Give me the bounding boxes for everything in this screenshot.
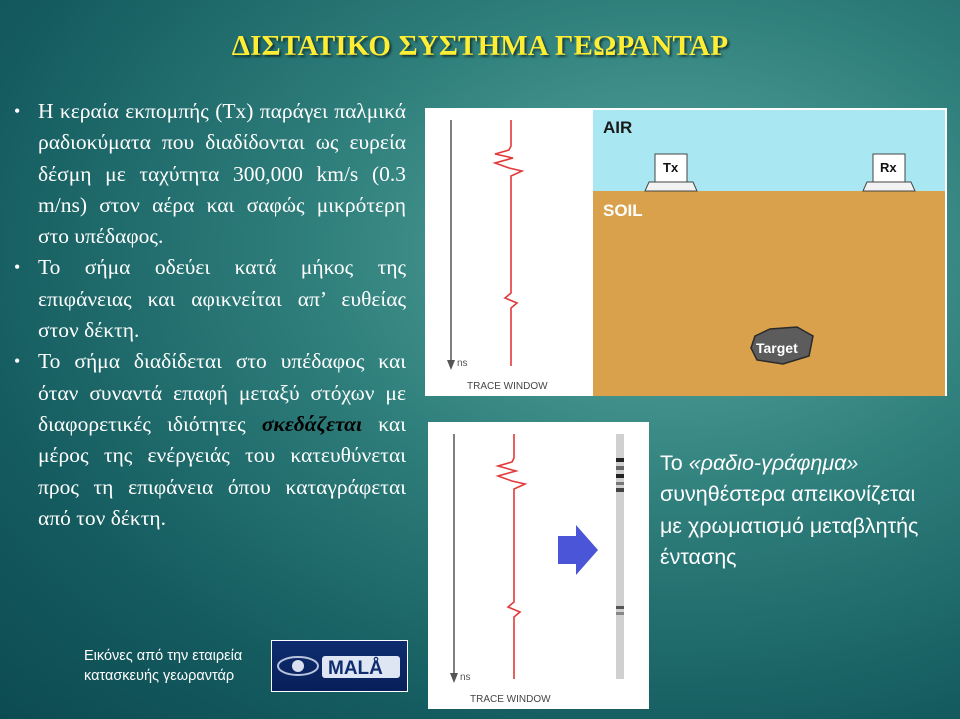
- intensity-bar: [616, 434, 624, 679]
- bullet-dot-icon: •: [14, 257, 21, 278]
- bullet-dot-icon: •: [14, 101, 21, 121]
- time-axis-unit: ns: [457, 358, 468, 369]
- intensity-band: [616, 606, 624, 609]
- logo-text: MALÅ: [328, 658, 383, 679]
- intensity-band: [616, 466, 624, 470]
- target-label: Target: [756, 340, 798, 356]
- bullet-text-part: Το σήμα διαδίδεται στο υπέδαφος και όταν συναντά επαφή μεταξύ στόχων με διαφορετικές ιδιότητες: [38, 349, 406, 436]
- time-axis-arrow-icon: [447, 360, 455, 370]
- bullet-item: [14, 252, 406, 346]
- trace-to-intensity-svg: [428, 422, 649, 709]
- time-axis-unit: ns: [460, 672, 471, 683]
- right-arrow-icon: [558, 525, 598, 575]
- trace-to-intensity-figure: [428, 422, 649, 709]
- gpr-schematic-figure: [425, 108, 947, 396]
- bullet-text: Το σήμα οδεύει κατά μήκος της επιφάνειας και αφικνείται απ’ ευθείας στον δέκτη.: [38, 255, 406, 343]
- slide-title: ΔΙΣΤΑΤΙΚΟ ΣΥΣΤΗΜΑ ΓΕΩΡΑΝΤΑΡ: [231, 30, 729, 62]
- logo-globe-icon: [292, 660, 304, 672]
- mala-logo: [271, 640, 408, 692]
- soil-layer: [593, 191, 945, 396]
- tx-label: Tx: [663, 160, 679, 175]
- intensity-band: [616, 474, 624, 478]
- caption-text: συνηθέστερα απεικονίζεται με χρωματισμό μεταβλητής έντασης: [660, 482, 919, 569]
- bullet-text: [38, 346, 406, 534]
- trace-window-label: TRACE WINDOW: [470, 694, 551, 705]
- time-axis-arrow-icon: [450, 673, 458, 683]
- mala-logo-svg: [272, 641, 407, 691]
- trace-waveform: [498, 434, 525, 679]
- gpr-schematic-svg: [425, 108, 947, 396]
- rx-label: Rx: [880, 160, 897, 175]
- intensity-band: [616, 488, 624, 492]
- bullet-text: Η κεραία εκπομπής (Tx) παράγει παλμικά ραδιοκύματα που διαδίδονται ως ευρεία δέσμη με ταχύτητα 300,000 km/s (0.3 m/ns) στον αέρα και σαφώς μικρότερη στο υπέδαφος.: [38, 99, 406, 249]
- intensity-band: [616, 482, 624, 485]
- trace-waveform: [495, 120, 522, 366]
- soil-label: SOIL: [603, 201, 643, 220]
- intensity-band: [616, 612, 624, 615]
- caption-text: Το: [660, 451, 689, 475]
- bullet-item: [14, 346, 406, 534]
- bullet-text-part: και μέρος της ενέργειάς του κατευθύνεται προς τη επιφάνεια όπου καταγράφεται από τον δέκτη.: [38, 411, 406, 530]
- bullet-dot-icon: •: [14, 351, 21, 372]
- air-label: AIR: [603, 118, 633, 137]
- image-credit: Εικόνες από την εταιρεία κατασκευής γεωραντάρ: [84, 648, 243, 684]
- bullet-list: [14, 96, 406, 534]
- trace-window-label: TRACE WINDOW: [467, 381, 548, 392]
- caption-italic-term: «ραδιο-γράφημα»: [688, 451, 859, 475]
- bullet-item: [14, 96, 406, 252]
- intensity-band: [616, 458, 624, 462]
- emphasis-word: σκεδάζεται: [261, 411, 363, 436]
- radiogram-caption: [660, 448, 940, 573]
